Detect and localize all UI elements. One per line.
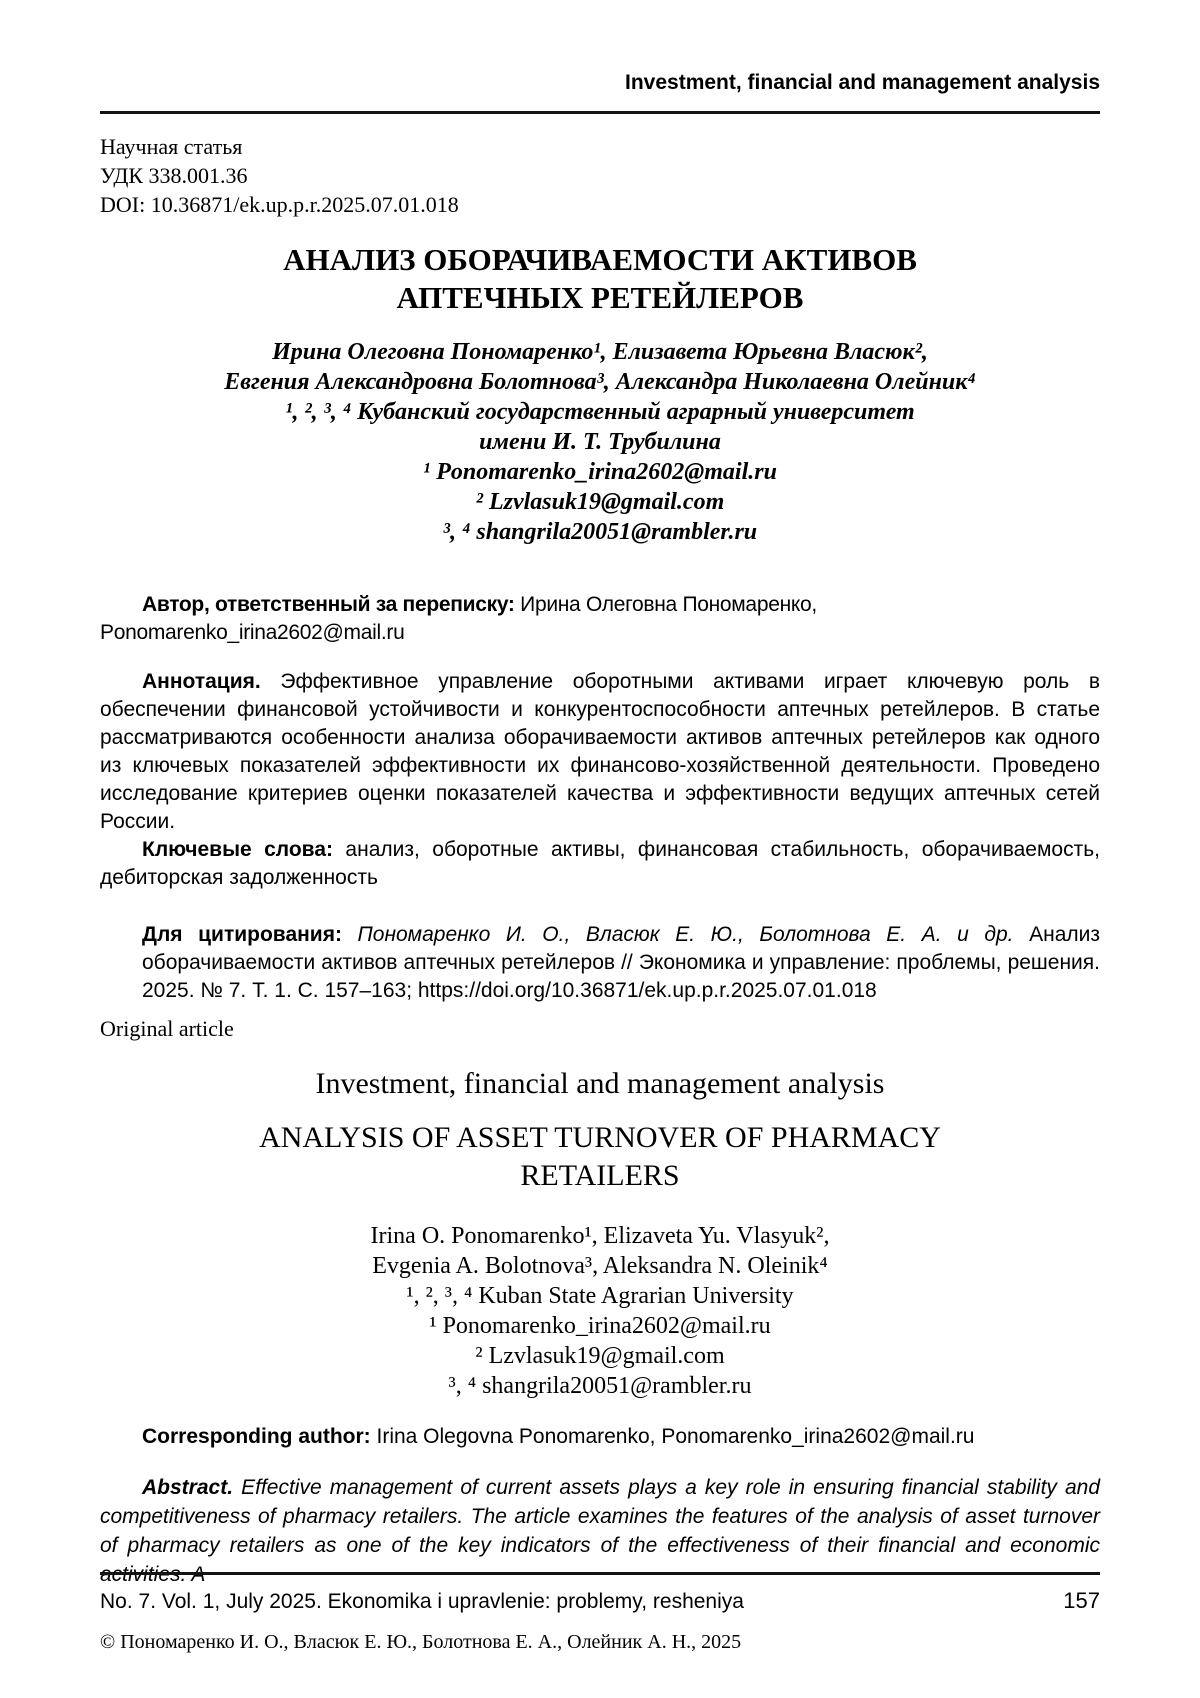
copyright-line: © Пономаренко И. О., Власюк Е. Ю., Болотнова Е. А., Олейник А. Н., 2025: [100, 1631, 742, 1653]
title-ru: [100, 241, 1100, 317]
abstract-en-text: Effective management of current assets plays a key role in ensuring financial stability and competitiveness of pharmacy retailers. The article examines the features of the analysis of asset turnover of pharmacy retailers as one of the key indicators of the effectiveness of their financial and economic: [100, 1476, 1100, 1557]
title-en-line-1: ANALYSIS OF ASSET TURNOVER OF PHARMACY: [259, 1121, 941, 1154]
doi-number: DOI: 10.36871/ek.up.p.r.2025.07.01.018: [100, 192, 459, 217]
section-heading-en: Investment, financial and management analysis: [315, 1067, 885, 1100]
corresponding-author-ru-label: Автор, ответственный за переписку:: [142, 593, 515, 616]
header-rule: [100, 111, 1100, 114]
corresponding-author-ru-text: Ирина Олеговна Пономаренко, Ponomarenko_irina2602@mail.ru: [100, 593, 817, 644]
affiliation-ru-line-2: имени И. Т. Трубилина: [479, 429, 721, 455]
authors-ru-line-1: Ирина Олеговна Пономаренко¹, Елизавета Юрьевна Власюк²,: [272, 339, 928, 365]
title-en: [100, 1119, 1100, 1195]
title-ru-line-1: АНАЛИЗ ОБОРАЧИВАЕМОСТИ АКТИВОВ: [283, 242, 917, 277]
citation-text: Анализ оборачиваемости активов аптечных ретейлеров // Экономика и управление: проблемы, решения. 2025. № 7. Т. 1. С. 157–163; https://doi.org/10.36871/ek.up.p.r.2025.07.01.018: [142, 923, 1100, 1002]
authors-en-line-1: Irina O. Ponomarenko¹, Elizaveta Yu. Vlasyuk²,: [370, 1223, 830, 1249]
authors-ru-line-2: Евгения Александровна Болотнова³, Александра Николаевна Олейник⁴: [224, 369, 976, 395]
author-email-en-2: ² Lzvlasuk19@gmail.com: [475, 1343, 725, 1369]
author-email-en-3: ³, ⁴ shangrila20051@rambler.ru: [448, 1373, 752, 1399]
author-email-ru-3: ³, ⁴ shangrila20051@rambler.ru: [442, 519, 758, 545]
article-type-ru: Научная статья: [100, 134, 243, 159]
citation-label: Для цитирования:: [142, 923, 342, 946]
keywords-ru-label: Ключевые слова:: [142, 838, 333, 861]
citation-authors: Пономаренко И. О., Власюк Е. Ю., Болотнова Е. А. и др.: [341, 923, 1014, 946]
footer-rule: [100, 1572, 1100, 1575]
author-email-ru-2: ² Lzvlasuk19@gmail.com: [475, 489, 725, 515]
citation-block: [142, 921, 1100, 1005]
corresponding-author-en-text: Irina Olegovna Ponomarenko, Ponomarenko_irina2602@mail.ru: [370, 1425, 975, 1448]
title-en-line-2: RETAILERS: [520, 1159, 680, 1192]
authors-block-en: [100, 1221, 1100, 1401]
footer-journal-info: No. 7. Vol. 1, July 2025. Ekonomika i upravlenie: problemy, resheniya: [100, 1590, 744, 1613]
authors-en-line-2: Evgenia A. Bolotnova³, Aleksandra N. Oleinik⁴: [372, 1253, 828, 1279]
abstract-ru: [100, 668, 1100, 836]
corresponding-author-ru: [100, 591, 1100, 647]
corresponding-author-en-label: Corresponding author:: [142, 1425, 371, 1448]
article-type-en: Original article: [100, 1016, 234, 1041]
running-head: Investment, financial and management analysis: [625, 71, 1100, 94]
page-footer: [100, 1572, 1100, 1616]
footer-page-number: 157: [1063, 1588, 1100, 1613]
abstract-en-label: Abstract.: [142, 1476, 234, 1499]
udc-number: УДК 338.001.36: [100, 163, 248, 188]
author-email-en-1: ¹ Ponomarenko_irina2602@mail.ru: [429, 1313, 771, 1339]
abstract-ru-label: Аннотация.: [142, 670, 261, 693]
keywords-ru: [100, 836, 1100, 892]
author-email-ru-1: ¹ Ponomarenko_irina2602@mail.ru: [423, 459, 777, 485]
title-ru-line-2: АПТЕЧНЫХ РЕТЕЙЛЕРОВ: [396, 280, 804, 315]
corresponding-author-en: [100, 1423, 1100, 1451]
affiliation-ru-line-1: ¹, ², ³, ⁴ Кубанский государственный аграрный университет: [285, 399, 915, 425]
article-meta: [100, 132, 1100, 219]
affiliation-en: ¹, ², ³, ⁴ Kuban State Agrarian University: [406, 1283, 794, 1309]
authors-block-ru: [100, 337, 1100, 547]
keywords-ru-text: анализ, оборотные активы, финансовая стабильность, оборачиваемость, дебиторская задолженность: [100, 838, 1100, 889]
abstract-ru-text: Эффективное управление оборотными активами играет ключевую роль в обеспечении финансовой устойчивости и конкурентоспособности аптечных ретейлеров. В статье рассматриваются особенности анализа оборачиваемости активов аптечных ретейлеров как одного из ключевых показателей эффективности их финансово-хозяйственной деятельности. Проведено исследование критериев оценки показателей качества и эффективности ведущих аптечных сетей России.: [100, 670, 1100, 833]
